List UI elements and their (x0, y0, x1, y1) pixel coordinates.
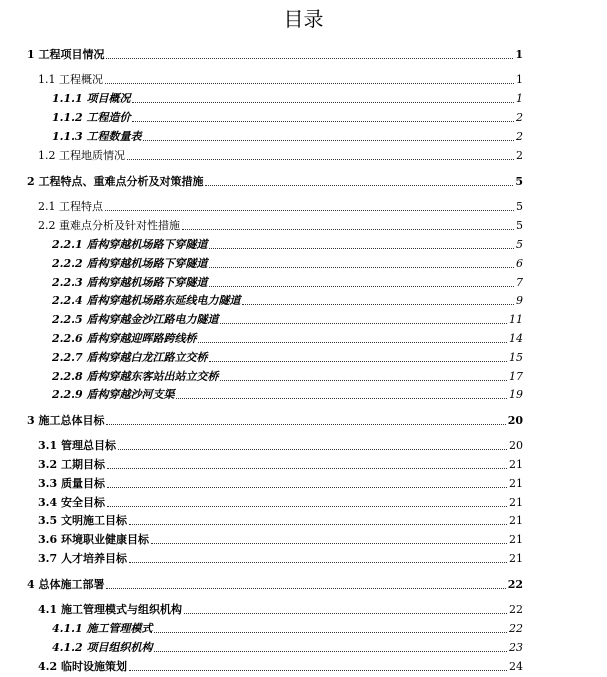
toc-entry[interactable] (38, 601, 523, 617)
toc-entry[interactable] (52, 349, 523, 365)
toc-entry-label: 1 工程项目情况 (27, 48, 105, 61)
toc-entry-label: 4.1 施工管理模式与组织机构 (38, 603, 182, 616)
toc-entry-page: 22 (509, 603, 523, 616)
toc-entry[interactable] (27, 173, 523, 189)
toc-leader-dots (127, 159, 514, 160)
toc-entry-page: 22 (509, 622, 523, 635)
toc-entry-page: 20 (509, 439, 523, 452)
toc-entry-page: 21 (509, 496, 523, 509)
toc-leader-dots (129, 562, 507, 563)
toc-leader-dots (132, 102, 514, 103)
toc-leader-dots (209, 267, 514, 268)
toc-leader-dots (176, 398, 507, 399)
toc-entry-label: 3.1 管理总目标 (38, 439, 116, 452)
toc-entry[interactable] (38, 71, 523, 87)
toc-title: 目录 (283, 7, 324, 31)
toc-leader-dots (198, 342, 507, 343)
toc-leader-dots (220, 323, 507, 324)
toc-entry-label: 1.1.3 工程数量表 (52, 130, 142, 143)
toc-entry-page: 19 (509, 388, 523, 401)
toc-leader-dots (106, 58, 513, 59)
toc-leader-dots (106, 588, 505, 589)
toc-entry-label: 2.2.1 盾构穿越机场路下穿隧道 (52, 238, 208, 251)
toc-entry[interactable] (38, 550, 523, 566)
toc-entry[interactable] (38, 494, 523, 510)
toc-entry-label: 4 总体施工部署 (27, 578, 105, 591)
toc-leader-dots (209, 361, 507, 362)
toc-entry[interactable] (38, 512, 523, 528)
toc-leader-dots (107, 468, 507, 469)
toc-entry[interactable] (52, 274, 523, 290)
toc-entry-page: 20 (507, 414, 523, 427)
toc-entry[interactable] (38, 198, 523, 214)
toc-entry-label: 3.5 文明施工目标 (38, 514, 127, 527)
toc-leader-dots (129, 524, 507, 525)
toc-entry-page: 5 (516, 219, 523, 232)
toc-entry-page: 1 (515, 48, 523, 61)
toc-entry[interactable] (38, 531, 523, 547)
toc-entry-page: 5 (516, 238, 523, 251)
toc-entry[interactable] (52, 90, 523, 106)
toc-leader-dots (107, 487, 507, 488)
toc-entry-label: 1.1 工程概况 (38, 73, 103, 86)
toc-entry[interactable] (38, 147, 523, 163)
toc-entry[interactable] (38, 217, 523, 233)
toc-entry[interactable] (52, 292, 523, 308)
toc-entry[interactable] (52, 236, 523, 252)
toc-leader-dots (205, 185, 513, 186)
toc-entry[interactable] (27, 412, 523, 428)
toc-entry[interactable] (38, 475, 523, 491)
toc-entry-label: 2.2.5 盾构穿越金沙江路电力隧道 (52, 313, 219, 326)
toc-entry-label: 2.2.6 盾构穿越迎晖路跨线桥 (52, 332, 197, 345)
toc-leader-dots (209, 248, 514, 249)
toc-entry-label: 1.1.1 项目概况 (52, 92, 131, 105)
toc-entry[interactable] (52, 639, 523, 655)
toc-entry-label: 2.2.3 盾构穿越机场路下穿隧道 (52, 276, 208, 289)
toc-entry-label: 3 施工总体目标 (27, 414, 105, 427)
toc-entry-page: 1 (516, 92, 523, 105)
toc-leader-dots (182, 229, 514, 230)
toc-entry[interactable] (27, 576, 523, 592)
toc-entry[interactable] (27, 46, 523, 62)
toc-entry-label: 2.2.2 盾构穿越机场路下穿隧道 (52, 257, 208, 270)
toc-entry-page: 5 (515, 175, 523, 188)
toc-entry-page: 2 (516, 149, 523, 162)
toc-leader-dots (105, 210, 514, 211)
toc-entry-page: 11 (509, 313, 523, 326)
toc-entry-page: 21 (509, 458, 523, 471)
toc-leader-dots (151, 543, 507, 544)
toc-entry[interactable] (52, 311, 523, 327)
toc-leader-dots (105, 83, 514, 84)
toc-leader-dots (242, 304, 514, 305)
toc-entry-label: 4.1.1 施工管理模式 (52, 622, 153, 635)
toc-entry-page: 2 (516, 111, 523, 124)
toc-entry-label: 4.2 临时设施策划 (38, 660, 127, 673)
toc-entry-page: 21 (509, 552, 523, 565)
toc-entry[interactable] (52, 255, 523, 271)
toc-entry-label: 4.1.2 项目组织机构 (52, 641, 153, 654)
toc-entry-page: 2 (516, 130, 523, 143)
toc-entry-label: 2.2.7 盾构穿越白龙江路立交桥 (52, 351, 208, 364)
toc-entry-page: 21 (509, 477, 523, 490)
toc-entry-label: 3.4 安全目标 (38, 496, 105, 509)
toc-entry-label: 2.2 重难点分析及针对性措施 (38, 219, 180, 232)
toc-leader-dots (143, 140, 514, 141)
toc-entry-label: 2.2.4 盾构穿越机场路东延线电力隧道 (52, 294, 241, 307)
toc-entry-page: 15 (509, 351, 523, 364)
toc-entry-page: 22 (507, 578, 523, 591)
toc-leader-dots (154, 632, 507, 633)
toc-entry-label: 2.1 工程特点 (38, 200, 103, 213)
toc-entry-label: 3.2 工期目标 (38, 458, 105, 471)
toc-entry[interactable] (52, 330, 523, 346)
toc-leader-dots (107, 506, 507, 507)
toc-leader-dots (184, 613, 507, 614)
toc-entry[interactable] (38, 437, 523, 453)
toc-leader-dots (129, 670, 507, 671)
toc-entry-label: 2 工程特点、重难点分析及对策措施 (27, 175, 204, 188)
toc-entry-label: 1.2 工程地质情况 (38, 149, 125, 162)
toc-entry-label: 1.1.2 工程造价 (52, 111, 131, 124)
toc-leader-dots (132, 121, 514, 122)
toc-entry[interactable] (52, 620, 523, 636)
toc-entry-label: 3.7 人才培养目标 (38, 552, 127, 565)
toc-entry[interactable] (38, 456, 523, 472)
toc-entry-page: 7 (516, 276, 523, 289)
toc-leader-dots (106, 424, 505, 425)
toc-leader-dots (209, 286, 514, 287)
toc-entry-page: 6 (516, 257, 523, 270)
toc-entry[interactable] (52, 128, 523, 144)
toc-leader-dots (154, 651, 507, 652)
toc-entry-page: 1 (516, 73, 523, 86)
toc-entry[interactable] (52, 368, 523, 384)
toc-entry-page: 9 (516, 294, 523, 307)
toc-entry-page: 24 (509, 660, 523, 673)
toc-entry-label: 2.2.9 盾构穿越沙河支渠 (52, 388, 175, 401)
toc-entry-page: 14 (509, 332, 523, 345)
toc-leader-dots (118, 449, 507, 450)
toc-entry-label: 3.6 环境职业健康目标 (38, 533, 149, 546)
toc-leader-dots (220, 380, 507, 381)
toc-entry-page: 5 (516, 200, 523, 213)
toc-entry-page: 23 (509, 641, 523, 654)
toc-entry-page: 21 (509, 533, 523, 546)
toc-entry-label: 2.2.8 盾构穿越东客站出站立交桥 (52, 370, 219, 383)
toc-entry-page: 17 (509, 370, 523, 383)
toc-entry[interactable] (52, 109, 523, 125)
toc-entry-page: 21 (509, 514, 523, 527)
toc-entry[interactable] (52, 386, 523, 402)
toc-entry[interactable] (38, 658, 523, 674)
toc-entry-label: 3.3 质量目标 (38, 477, 105, 490)
